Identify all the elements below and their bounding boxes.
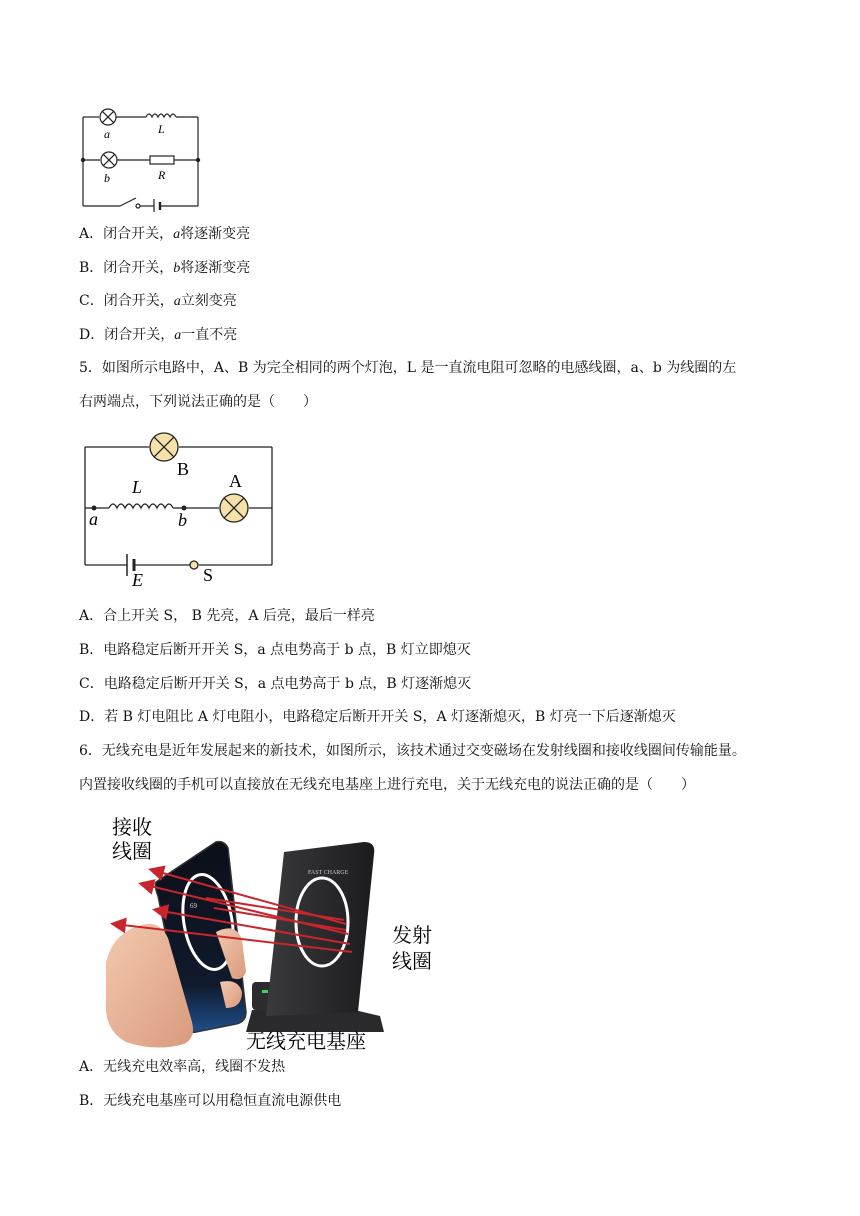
stand-text: FAST CHARGE xyxy=(308,870,349,876)
q4-option-a: A．闭合开关，a将逐渐变亮 xyxy=(79,226,251,242)
q5-option-b: B．电路稳定后断开开关 S，a 点电势高于 b 点，B 灯立即熄灭 xyxy=(79,642,471,658)
q5-label-B: B xyxy=(177,459,190,479)
q4-option-b: B．闭合开关，b将逐渐变亮 xyxy=(79,260,251,276)
transmit-coil-label-1: 发射 xyxy=(392,923,432,947)
phone-text: 69 xyxy=(190,902,197,910)
q6-stem-line1: 6．无线充电是近年发展起来的新技术，如图所示，该技术通过交变磁场在发射线圈和接收线圈间传输能量。 xyxy=(79,743,746,759)
q4-circuit-figure xyxy=(78,100,208,212)
q4-label-R: R xyxy=(158,168,166,182)
q5-circuit-figure xyxy=(80,428,280,590)
receive-coil-label-2: 线圈 xyxy=(112,839,152,863)
q6-wireless-charging-figure xyxy=(96,812,446,1054)
q5-label-A: A xyxy=(229,471,242,491)
q5-label-S: S xyxy=(203,565,214,585)
q6-option-b: B．无线充电基座可以用稳恒直流电源供电 xyxy=(79,1093,342,1109)
q6-option-a: A．无线充电效率高，线圈不发热 xyxy=(79,1059,286,1075)
q5-stem-line2: 右两端点，下列说法正确的是（ ） xyxy=(79,394,317,410)
q5-option-d: D．若 B 灯电阻比 A 灯电阻小，电路稳定后断开开关 S，A 灯逐渐熄灭，B 灯亮一下后逐渐熄灭 xyxy=(79,709,676,725)
q5-option-a: A．合上开关 S， B 先亮，A 后亮，最后一样亮 xyxy=(79,608,375,624)
q6-stem-line2: 内置接收线圈的手机可以直接放在无线充电基座上进行充电，关于无线充电的说法正确的是（ ） xyxy=(79,777,695,793)
q5-label-node-b: b xyxy=(178,510,187,530)
transmit-coil-label-2: 线圈 xyxy=(392,949,432,973)
receive-coil-label-1: 接收 xyxy=(112,815,152,839)
q4-option-d: D．闭合开关，a一直不亮 xyxy=(79,327,238,343)
q5-number: 5． xyxy=(79,360,102,376)
q5-label-E: E xyxy=(132,570,143,590)
q6-number: 6． xyxy=(79,743,102,759)
q5-stem-line1: 5．如图所示电路中，A、B 为完全相同的两个灯泡，L 是一直流电阻可忽略的电感线圈，a、b 为线圈的左 xyxy=(79,360,737,376)
q4-label-b: b xyxy=(104,171,110,185)
q4-label-L: L xyxy=(158,122,165,136)
q4-option-c: C．闭合开关，a立刻变亮 xyxy=(79,293,237,309)
q5-option-c: C．电路稳定后断开开关 S，a 点电势高于 b 点，B 灯逐渐熄灭 xyxy=(79,676,472,692)
q4-label-a: a xyxy=(104,127,110,141)
q5-label-L: L xyxy=(132,477,143,497)
q5-label-node-a: a xyxy=(89,509,98,529)
charging-base-label: 无线充电基座 xyxy=(246,1029,366,1053)
phone-in-hand xyxy=(106,842,246,1048)
